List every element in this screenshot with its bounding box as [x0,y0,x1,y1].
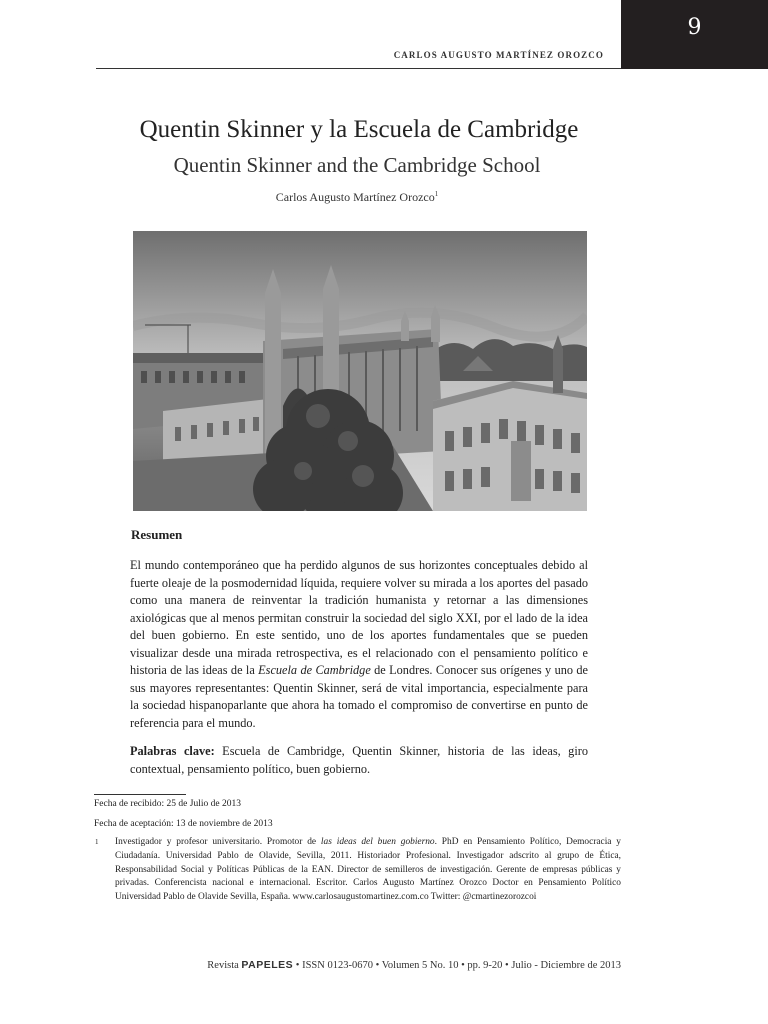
abstract-text-2: de Londres. Conocer sus orígenes y uno de sus mayores representantes: Quentin Skinner, será de vital importancia, especialmente para la sociedad hispanoparlante que ahora ha tomado el compromiso de convertirse en punto de referencia para el mundo. [130,663,588,730]
author-footnote [115,836,621,905]
author-line [0,190,714,205]
header-rule [96,68,621,69]
author-name: Carlos Augusto Martínez Orozco [275,190,435,204]
footer-info: • ISSN 0123-0670 • Volumen 5 No. 10 • pp. 9-20 • Julio - Diciembre de 2013 [293,960,621,971]
abstract-heading: Resumen [131,527,183,542]
page-number: 9 [621,0,768,69]
keywords-paragraph [130,743,588,778]
journal-brand: PAPELES [241,959,294,971]
abstract-italic: Escuela de Cambridge [258,663,371,677]
footnote-marker: 1 [95,838,99,846]
keywords-label: Palabras clave: [130,744,215,758]
journal-footer [207,959,621,971]
footer-prefix: Revista [207,960,242,971]
accepted-date: Fecha de aceptación: 13 de noviembre de 2013 [94,819,273,829]
keywords-text: Escuela de Cambridge, Quentin Skinner, historia de las ideas, giro contextual, pensamiento político, buen gobierno. [130,744,588,776]
article-subtitle: Quentin Skinner and the Cambridge School [173,153,541,177]
author-footnote-marker: 1 [434,190,439,198]
article-title: Quentin Skinner y la Escuela de Cambridge [139,116,579,143]
received-date: Fecha de recibido: 25 de Julio de 2013 [94,799,241,809]
abstract-text-1: El mundo contemporáneo que ha perdido algunos de sus horizontes conceptuales debido al fuerte oleaje de la posmodernidad líquida, requiere volver su mirada a los aportes del pasado como una manera de reinventar la tradición humanista y retornar a las dimensiones axiológicas que al menos permitan construir la sociedad del siglo XXI, por el lado de la idea del buen gobierno. En este sentido, uno de los aportes fundamentales que se pueden visualizar desde una mirada retrospectiva, es el relacionado con el pensamiento político e historia de las ideas de la [130,558,588,677]
abstract-paragraph [130,557,588,732]
footnote-text-2: . PhD en Pensamiento Político, Democracia y Ciudadanía. Universidad Pablo de Olavide, Sevilla, 2011. Historiador Profesional. Investigador adscrito al grupo de Ética, Responsabilidad Social y Políticas Públicas de la EAN. Director de semilleros de investigación. Gerente de empresas públicas y privadas. Conferencista nacional e internacional. Escritor. Carlos Augusto Martínez Orozco Doctor en Pensamiento Político Universidad Pablo de Olavide Sevilla, España. www.carlosaugustomartinez.com.co Twitter: @cmartinezorozcoi [115,837,621,903]
footnote-rule [94,794,186,795]
footnote-text-1: Investigador y profesor universitario. Promotor de [115,837,321,847]
running-head: CARLOS AUGUSTO MARTÍNEZ OROZCO [393,50,604,60]
footnote-italic: las ideas del buen gobierno [320,837,435,847]
cambridge-college-photo [133,231,587,511]
